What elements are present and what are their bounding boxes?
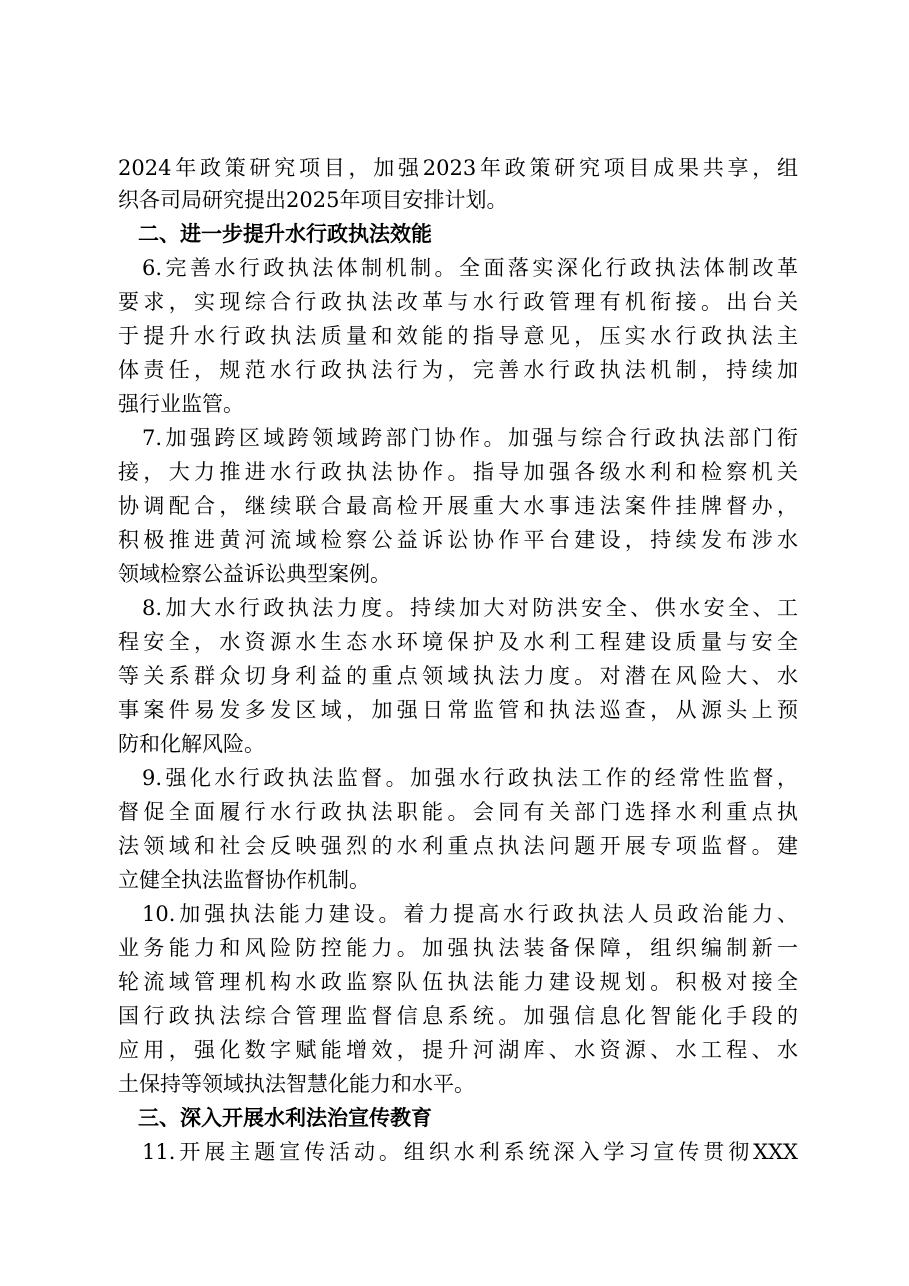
paragraph-line: 等关系群众切身利益的重点领域执法力度。对潜在风险大、水 xyxy=(118,664,798,688)
paragraph-line: 10.加强执法能力建设。着力提高水行政执法人员政治能力、 xyxy=(142,902,798,926)
paragraph-line: 防和化解风险。 xyxy=(118,732,265,756)
paragraph-line: 9.强化水行政执法监督。加强水行政执法工作的经常性监督， xyxy=(142,766,798,790)
paragraph-line: 业务能力和风险防控能力。加强执法装备保障，组织编制新一 xyxy=(118,936,798,960)
paragraph-line: 强行业监管。 xyxy=(118,392,244,416)
paragraph-line: 织各司局研究提出2025年项目安排计划。 xyxy=(118,188,508,212)
paragraph-line: 轮流域管理机构水政监察队伍执法能力建设规划。积极对接全 xyxy=(118,970,798,994)
paragraph-line: 协调配合，继续联合最高检开展重大水事违法案件挂牌督办， xyxy=(118,494,798,518)
paragraph-line: 7.加强跨区域跨领域跨部门协作。加强与综合行政执法部门衔 xyxy=(142,426,798,450)
paragraph-line: 应用，强化数字赋能增效，提升河湖库、水资源、水工程、水 xyxy=(118,1038,798,1062)
paragraph-line: 8.加大水行政执法力度。持续加大对防洪安全、供水安全、工 xyxy=(142,596,798,620)
paragraph-line: 程安全，水资源水生态水环境保护及水利工程建设质量与安全 xyxy=(118,630,798,654)
paragraph-line: 法领域和社会反映强烈的水利重点执法问题开展专项监督。建 xyxy=(118,834,798,858)
paragraph-line: 于提升水行政执法质量和效能的指导意见，压实水行政执法主 xyxy=(118,324,798,348)
paragraph-line: 体责任，规范水行政执法行为，完善水行政执法机制，持续加 xyxy=(118,358,798,382)
paragraph-line: 督促全面履行水行政执法职能。会同有关部门选择水利重点执 xyxy=(118,800,798,824)
section-heading-3: 三、深入开展水利法治宣传教育 xyxy=(138,1106,432,1130)
paragraph-line: 土保持等领域执法智慧化能力和水平。 xyxy=(118,1072,475,1096)
paragraph-line: 接，大力推进水行政执法协作。指导加强各级水利和检察机关 xyxy=(118,460,798,484)
paragraph-line: 立健全执法监督协作机制。 xyxy=(118,868,370,892)
paragraph-line: 领域检察公益诉讼典型案例。 xyxy=(118,562,391,586)
paragraph-line: 国行政执法综合管理监督信息系统。加强信息化智能化手段的 xyxy=(118,1004,798,1028)
paragraph-line: 积极推进黄河流域检察公益诉讼协作平台建设，持续发布涉水 xyxy=(118,528,798,552)
paragraph-line: 事案件易发多发区域，加强日常监管和执法巡查，从源头上预 xyxy=(118,698,798,722)
paragraph-line: 11.开展主题宣传活动。组织水利系统深入学习宣传贯彻XXX xyxy=(142,1140,798,1164)
section-heading-2: 二、进一步提升水行政执法效能 xyxy=(138,222,432,246)
paragraph-line: 要求，实现综合行政执法改革与水行政管理有机衔接。出台关 xyxy=(118,290,798,314)
paragraph-line: 6.完善水行政执法体制机制。全面落实深化行政执法体制改革 xyxy=(142,256,798,280)
paragraph-line: 2024年政策研究项目，加强2023年政策研究项目成果共享，组 xyxy=(118,156,798,180)
